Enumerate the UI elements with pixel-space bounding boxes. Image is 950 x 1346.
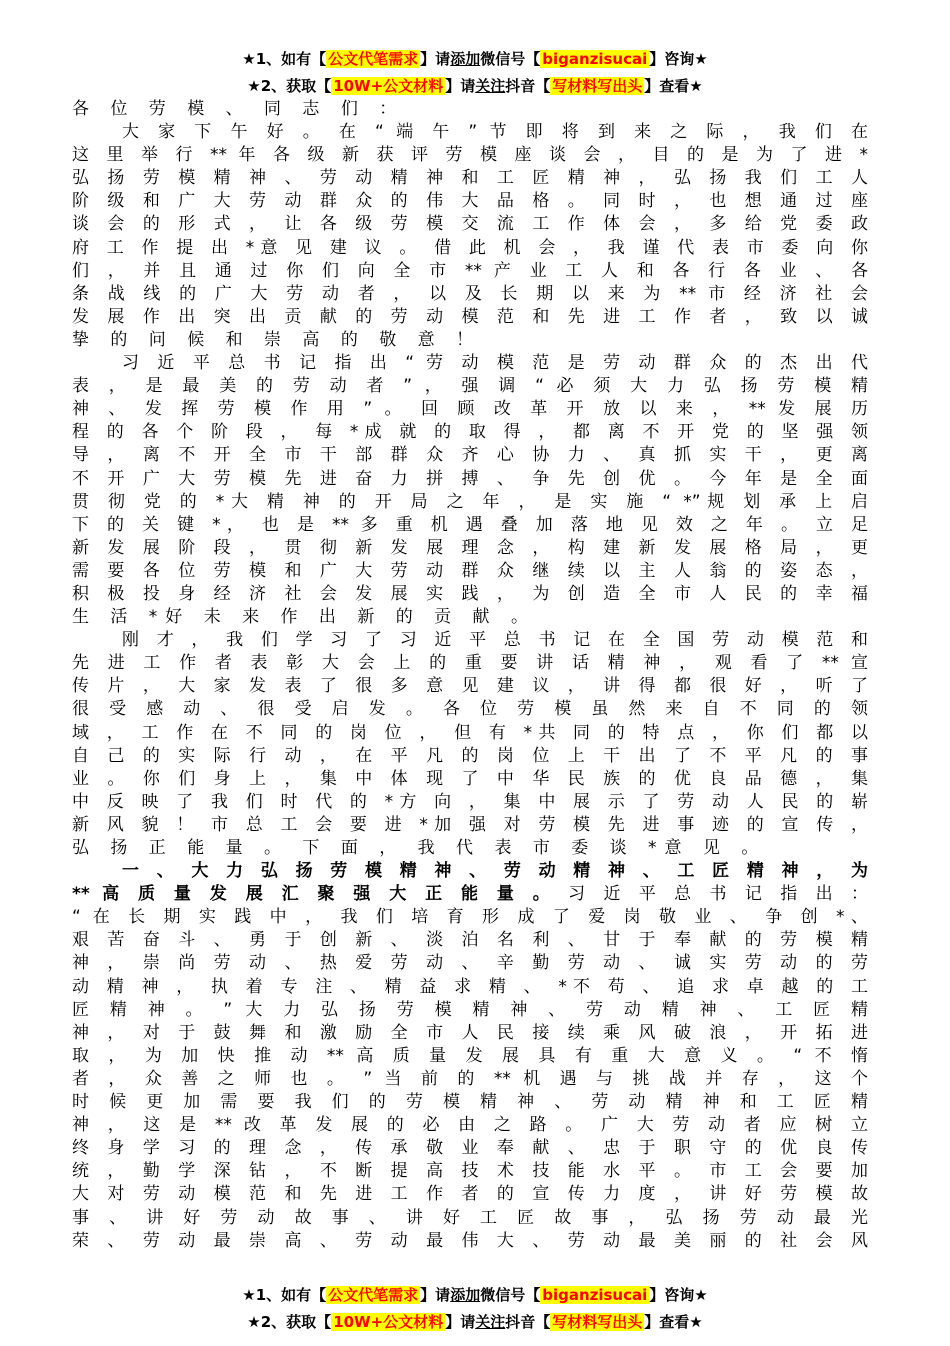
body-line: 贯 彻 党 的 *大 精 神 的 开 局 之 年 ， 是 实 施 “ *”规 划 承 上 启 [72,491,868,512]
body-line: 自 己 的 实 际 行 动 ， 在 平 凡 的 岗 位 上 干 出 了 不 平 凡 的 事 [72,745,868,766]
banner-text: 】请 [445,77,476,95]
body-line: 新 风 貌 ！ 市 总 工 会 要 进 *加 强 对 劳 模 先 进 事 迹 的 宣 传 ， [72,814,868,835]
banner-text: 】咨询★ [649,50,708,68]
section-heading-continued [72,883,868,906]
banner-text: 】查看★ [644,1313,703,1331]
banner-text: 微信号【 [480,50,541,68]
banner-highlight: biganzisucai [542,1286,648,1304]
body-line: 时 候 更 加 需 要 我 们 的 劳 模 精 神 、 劳 动 精 神 和 工 匠 精 [72,1092,868,1113]
body-line: 生 活 *好 未 来 作 出 新 的 贡 献 。 [72,607,536,628]
section-heading: 一 、 大 力 弘 扬 劳 模 精 神 、 劳 动 精 神 、 工 匠 精 神 ， 为 [122,861,868,882]
header-banner [0,46,950,100]
body-line: 大 对 劳 动 模 范 和 先 进 工 作 者 的 宣 传 力 度 ， 讲 好 劳 模 故 [72,1184,868,1205]
body-line: 新 发 展 阶 段 ， 贯 彻 新 发 展 理 念 ， 构 建 新 发 展 格 局 ， 更 [72,537,868,558]
body-line: 弘 扬 正 能 量 。 下 面 ， 我 代 表 市 委 谈 *意 见 。 [72,838,767,858]
body-line: 积 极 投 身 经 济 社 会 发 展 实 践 ， 为 创 造 全 市 人 民 的 幸 福 [72,583,868,604]
body-line: 业 。 你 们 身 上 ， 集 中 体 现 了 中 华 民 族 的 优 良 品 德 ， 集 [72,768,868,789]
banner-text: 】请 [445,1313,476,1331]
banner-text: 】请 [420,50,451,68]
body-line: 域 ， 工 作 在 不 同 的 岗 位 ， 但 有 *共 同 的 特 点 ， 你 们 都 以 [72,722,868,743]
body-line: 阶 级 和 广 大 劳 动 群 众 的 伟 大 品 格 。 同 时 ， 也 想 通 过 座 [72,191,868,212]
body-line: 府 工 作 提 出 *意 见 建 议 。 借 此 机 会 ， 我 谨 代 表 市 委 向 你 [72,237,868,258]
body-line: 需 要 各 位 劳 模 和 广 大 劳 动 群 众 继 续 以 主 人 翁 的 姿 态 ， [72,560,868,581]
banner-text: ★2、获取【 [247,77,332,95]
banner-line-1 [0,1282,950,1309]
body-line: 神 、 发 挥 劳 模 作 用 ” 。 回 顾 改 革 开 放 以 来 ， ** 发 展 历 [72,399,868,420]
banner-text: 抖音【 [505,77,551,95]
body-line: 不 开 广 大 劳 模 先 进 奋 力 拼 搏 、 争 先 创 优 。 今 年 是 全 面 [72,468,868,489]
body-line: 弘 扬 劳 模 精 神 、 劳 动 精 神 和 工 匠 精 神 ， 弘 扬 我 们 工 人 [72,168,868,189]
body-line: 们 ， 并 且 通 过 你 们 向 全 市 ** 产 业 工 人 和 各 行 各 业 、 各 [72,260,868,281]
body-line: 这 里 举 行 ** 年 各 级 新 获 评 劳 模 座 谈 会 ， 目 的 是 为 了 进 * [72,145,868,166]
body-line: 中 反 映 了 我 们 时 代 的 *方 向 ， 集 中 展 示 了 劳 动 人 民 的 崭 [72,791,868,812]
body-line: 先 进 工 作 者 表 彰 大 会 上 的 重 要 讲 话 精 神 ， 观 看 了 ** 宣 [72,653,868,674]
body-line: 大 家 下 午 好 。 在 “ 端 午 ” 节 即 将 到 来 之 际 ， 我 们 在 [122,122,868,143]
banner-highlight: 10W+公文材料 [333,1313,444,1331]
body-line: “ 在 长 期 实 践 中 ， 我 们 培 育 形 成 了 爱 岗 敬 业 、 争 创 *、 [72,907,868,928]
banner-text: 】查看★ [644,77,703,95]
body-line: 者 ， 众 善 之 师 也 。 ” 当 前 的 ** 机 遇 与 挑 战 并 存 ， 这 个 [72,1068,868,1089]
document-body [72,98,868,1258]
body-line: 挚 的 问 候 和 崇 高 的 敬 意 ！ [72,329,482,350]
body-line: 匠 精 神 。 ” 大 力 弘 扬 劳 模 精 神 、 劳 动 精 神 、 工 匠 精 [72,999,868,1020]
body-line: 事 、 讲 好 劳 动 故 事 、 讲 好 工 匠 故 事 ， 弘 扬 劳 动 最 光 [72,1207,868,1228]
body-line: 谈 会 的 形 式 ， 让 各 级 劳 模 交 流 工 作 体 会 ， 多 给 党 委 政 [72,214,868,235]
section-heading-tail: ** 高 质 量 发 展 汇 聚 强 大 正 能 量 。 [72,884,557,905]
body-line: 神 ， 这 是 ** 改 革 发 展 的 必 由 之 路 。 广 大 劳 动 者 应 树 立 [72,1115,868,1136]
body-line: 刚 才 ， 我 们 学 习 了 习 近 平 总 书 记 在 全 国 劳 动 模 范 和 [122,630,868,651]
banner-underlined: 关注 [475,1313,506,1331]
body-line: 神 ， 对 于 鼓 舞 和 激 励 全 市 人 民 接 续 乘 风 破 浪 ， 开 拓 进 [72,1022,868,1043]
body-line: 统 ， 勤 学 深 钻 ， 不 断 提 高 技 术 技 能 水 平 。 市 工 会 要 加 [72,1161,868,1182]
body-line: 程 的 各 个 阶 段 ， 每 *成 就 的 取 得 ， 都 离 不 开 党 的 坚 强 领 [72,422,868,443]
banner-highlight: 10W+公文材料 [333,77,444,95]
banner-underlined: 添加 [450,50,481,68]
banner-text: 微信号【 [480,1286,541,1304]
salutation: 各 位 劳 模 、 同 志 们 ： [72,99,405,119]
body-line: 条 战 线 的 广 大 劳 动 者 ， 以 及 长 期 以 来 为 ** 市 经 济 社 会 [72,283,868,304]
banner-text: 】咨询★ [649,1286,708,1304]
body-line: 习 近 平 总 书 记 指 出 “ 劳 动 模 范 是 劳 动 群 众 的 杰 出 代 [122,353,868,374]
footer-banner [0,1282,950,1336]
body-line: 动 精 神 ， 执 着 专 注 、 精 益 求 精 、 *不 苟 、 追 求 卓 越 的 工 [72,976,868,997]
body-line: 终 身 学 习 的 理 念 ， 传 承 敬 业 奉 献 、 忠 于 职 守 的 优 良 传 [72,1138,868,1159]
banner-underlined: 添加 [450,1286,481,1304]
banner-highlight: biganzisucai [542,50,648,68]
body-line: 神 ， 崇 尚 劳 动 、 热 爱 劳 动 、 辛 勤 劳 动 、 诚 实 劳 动 的 劳 [72,953,868,974]
banner-line-1 [0,46,950,73]
banner-highlight: 写材料写出头 [552,1313,643,1331]
banner-highlight: 公文代笔需求 [328,50,419,68]
banner-text: ★2、获取【 [247,1313,332,1331]
banner-underlined: 关注 [475,77,506,95]
banner-text: ★1、如有【 [242,1286,327,1304]
body-line: 导 ， 离 不 开 全 市 干 部 群 众 齐 心 协 力 、 真 抓 实 干 ， 更 离 [72,445,868,466]
banner-highlight: 写材料写出头 [552,77,643,95]
body-line: 下 的 关 键 *， 也 是 ** 多 重 机 遇 叠 加 落 地 见 效 之 年 。 立 足 [72,514,868,535]
banner-text: 抖音【 [505,1313,551,1331]
banner-highlight: 公文代笔需求 [328,1286,419,1304]
body-line: 发 展 作 出 突 出 贡 献 的 劳 动 模 范 和 先 进 工 作 者 ， 致 以 诚 [72,306,868,327]
body-line: 传 片 ， 大 家 发 表 了 很 多 意 见 建 议 ， 讲 得 都 很 好 ， 听 了 [72,676,868,697]
body-line: 取 ， 为 加 快 推 动 ** 高 质 量 发 展 具 有 重 大 意 义 。 “ 不 惰 [72,1045,868,1066]
banner-line-2 [0,73,950,100]
body-line: 荣 、 劳 动 最 崇 高 、 劳 动 最 伟 大 、 劳 动 最 美 丽 的 社 会 风 [72,1230,868,1251]
body-line: 表 ， 是 最 美 的 劳 动 者 ” ， 强 调 “ 必 须 大 力 弘 扬 劳 模 精 [72,376,868,397]
body-line: 很 受 感 动 、 很 受 启 发 。 各 位 劳 模 虽 然 来 自 不 同 的 领 [72,699,868,720]
body-fragment: 习 近 平 总 书 记 指 出 ： [556,884,868,905]
banner-text: ★1、如有【 [242,50,327,68]
banner-line-2 [0,1309,950,1336]
body-line: 艰 苦 奋 斗 、 勇 于 创 新 、 淡 泊 名 利 、 甘 于 奉 献 的 劳 模 精 [72,930,868,951]
banner-text: 】请 [420,1286,451,1304]
